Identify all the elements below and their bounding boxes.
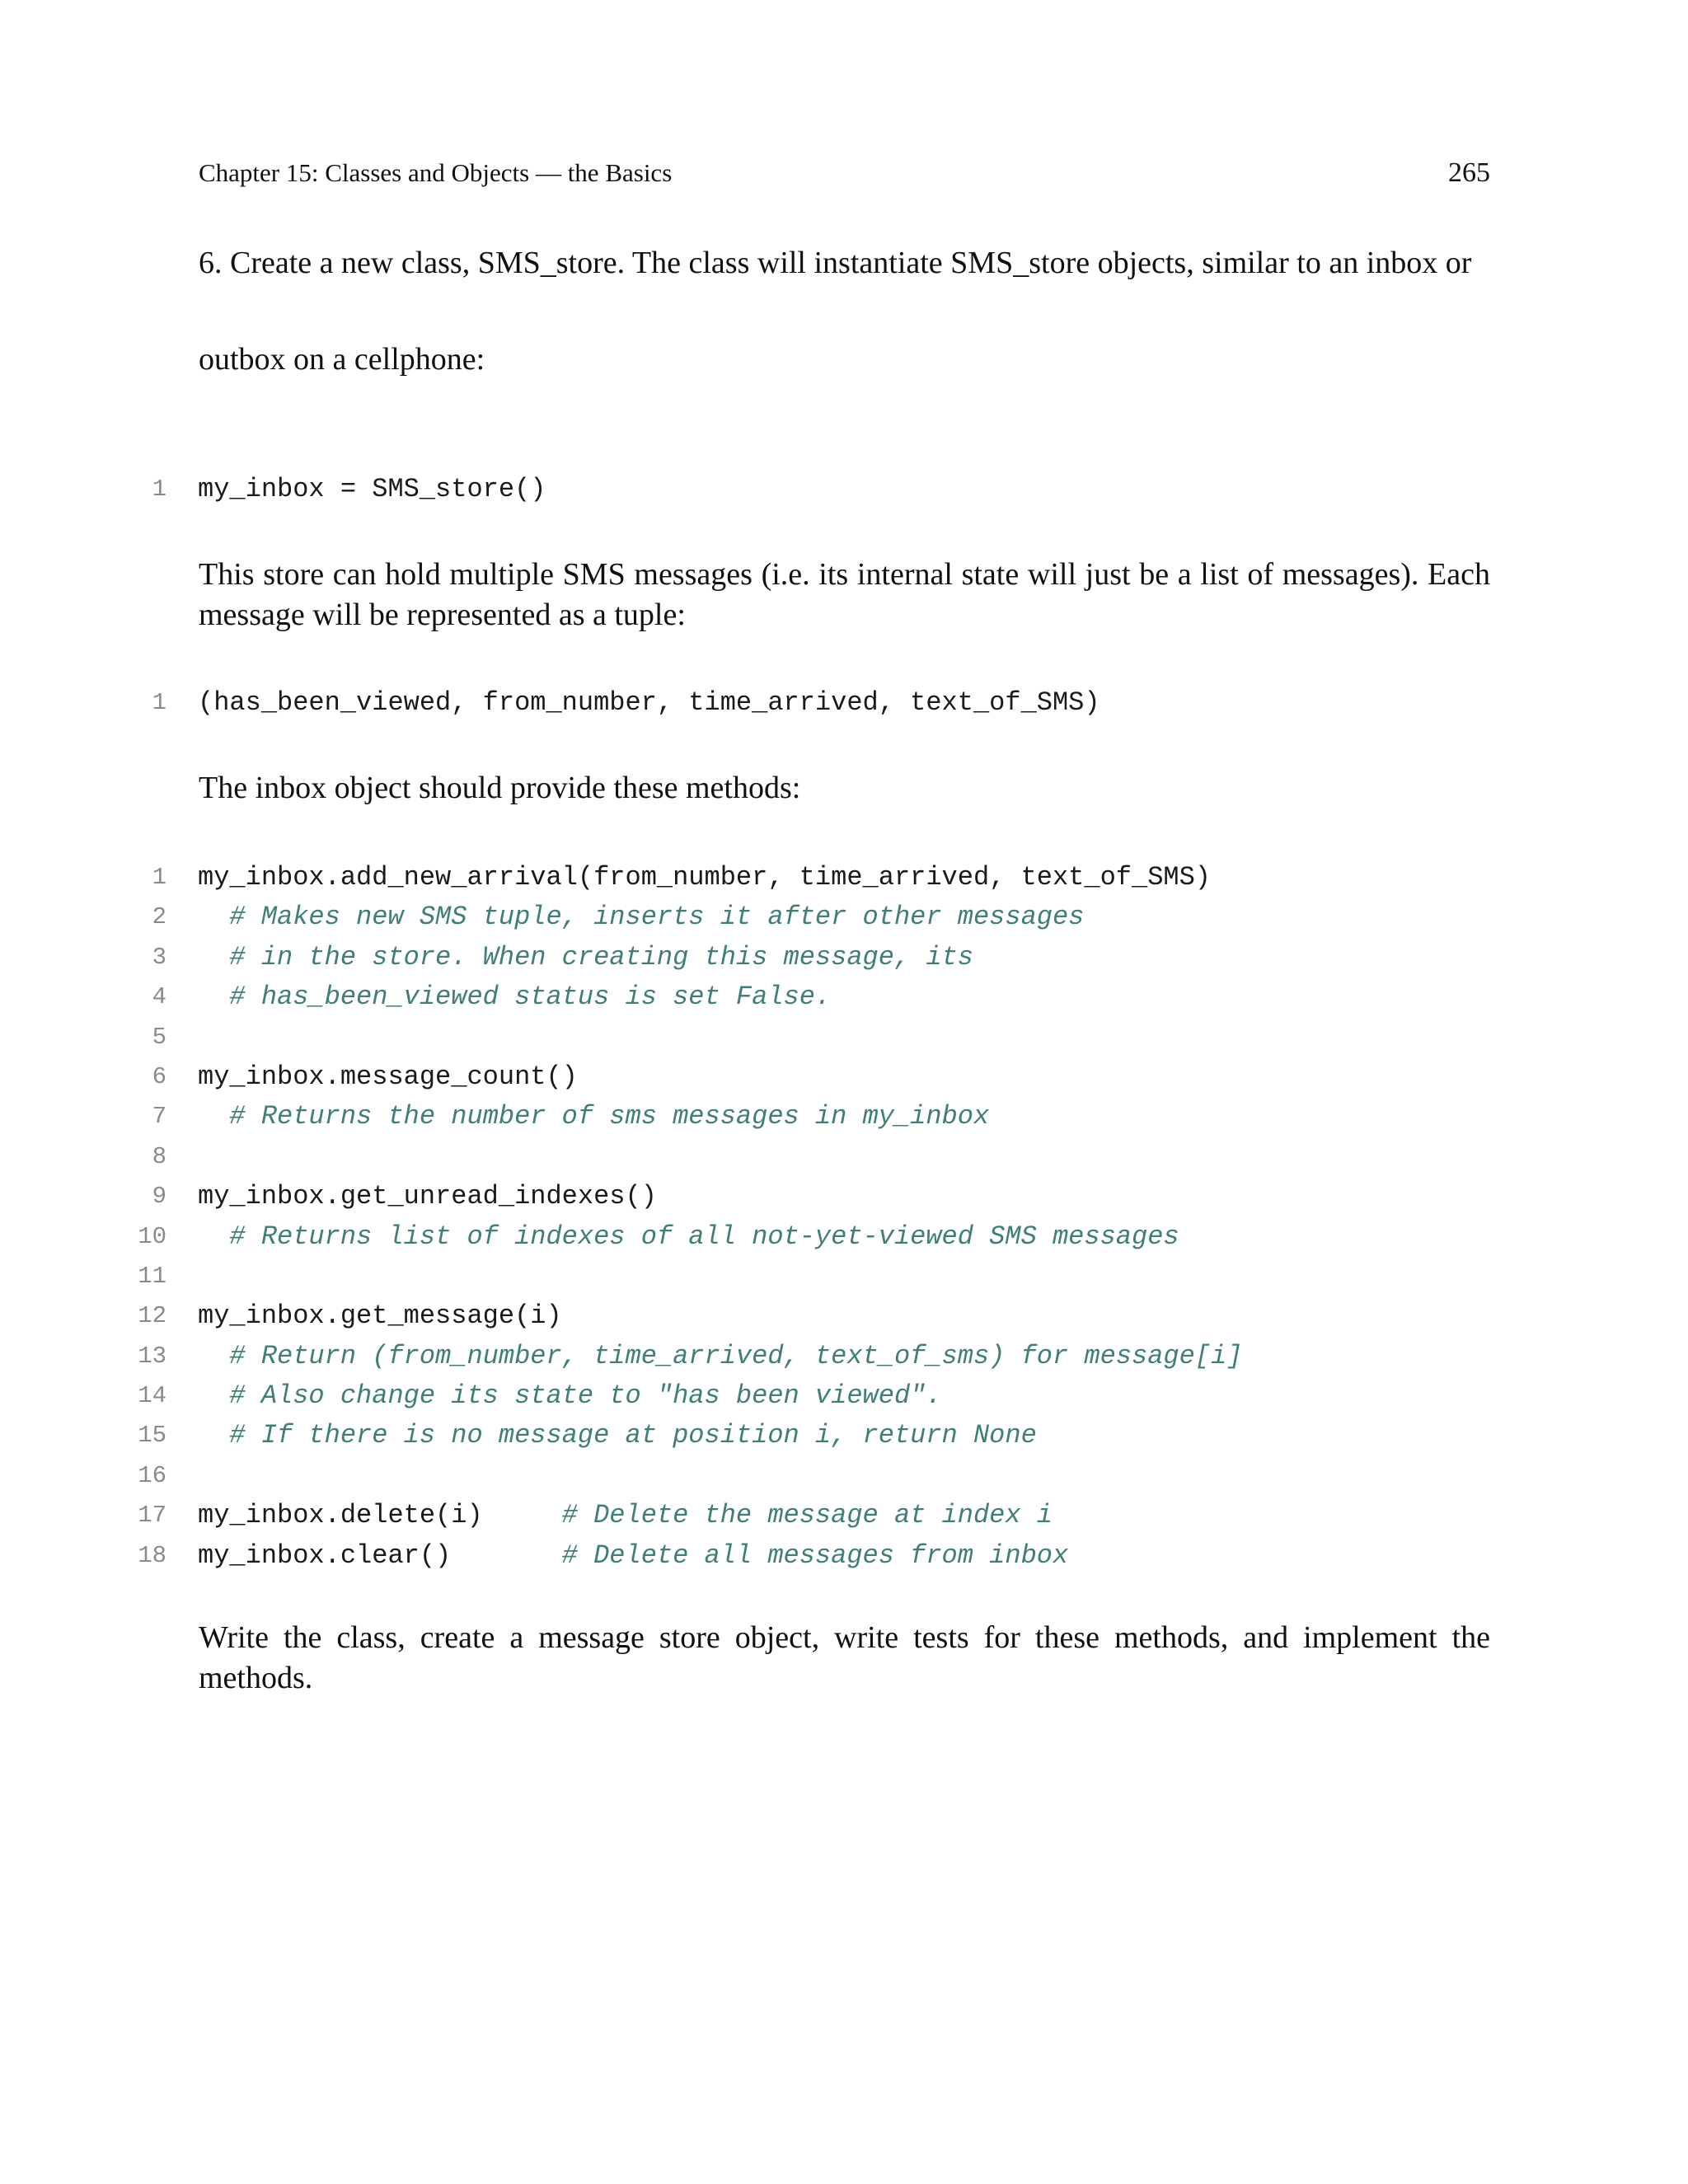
line-number: 1 bbox=[152, 864, 166, 891]
code-text bbox=[198, 1296, 562, 1336]
code-statement bbox=[198, 1380, 229, 1411]
code-line bbox=[0, 1376, 1688, 1416]
line-number: 1 bbox=[152, 476, 166, 503]
page-number: 265 bbox=[1448, 157, 1490, 188]
code-statement: my_inbox.clear() bbox=[198, 1540, 562, 1571]
code-statement: my_inbox.delete(i) bbox=[198, 1500, 562, 1531]
code-line bbox=[0, 1296, 1688, 1336]
code-line bbox=[0, 1097, 1688, 1137]
line-number: 9 bbox=[152, 1183, 166, 1211]
code-line bbox=[0, 1337, 1688, 1376]
code-line bbox=[0, 858, 1688, 898]
code-text bbox=[198, 1337, 1242, 1376]
code-statement bbox=[198, 902, 229, 932]
code-text bbox=[198, 898, 1084, 937]
line-number: 4 bbox=[152, 983, 166, 1011]
line-number: 1 bbox=[152, 689, 166, 716]
code-text bbox=[198, 1416, 1037, 1455]
line-number: 3 bbox=[152, 943, 166, 971]
code-comment: # in the store. When creating this message, its bbox=[229, 941, 973, 972]
code-statement: my_inbox.get_unread_indexes() bbox=[198, 1181, 657, 1212]
line-number: 5 bbox=[152, 1023, 166, 1051]
code-text bbox=[198, 1097, 989, 1137]
code-text bbox=[198, 1496, 1053, 1535]
code-line bbox=[0, 1536, 1688, 1576]
code-line bbox=[0, 977, 1688, 1017]
code-statement bbox=[198, 942, 229, 972]
code-comment: # Delete all messages from inbox bbox=[561, 1540, 1069, 1571]
line-number: 13 bbox=[138, 1342, 166, 1370]
code-statement bbox=[198, 1341, 229, 1371]
code-comment: # Also change its state to "has been viewed". bbox=[229, 1380, 942, 1412]
code-statement: my_inbox.get_message(i) bbox=[198, 1301, 562, 1332]
code-line bbox=[0, 1257, 1688, 1296]
code-comment: # Return (from_number, time_arrived, text_of_sms) for message[i] bbox=[229, 1340, 1243, 1371]
code-line bbox=[0, 1137, 1688, 1177]
code-text bbox=[198, 1376, 942, 1416]
code-comment: # has_been_viewed status is set False. bbox=[229, 982, 832, 1013]
line-number: 7 bbox=[152, 1103, 166, 1131]
code-line bbox=[0, 898, 1688, 937]
intro-paragraph-line2: outbox on a cellphone: bbox=[199, 342, 485, 377]
code-statement bbox=[198, 1221, 229, 1252]
code-statement bbox=[198, 1101, 229, 1132]
code-statement: my_inbox.add_new_arrival(from_number, time_arrived, text_of_SMS) bbox=[198, 862, 1211, 893]
line-number: 16 bbox=[138, 1461, 166, 1489]
code-line bbox=[0, 938, 1688, 977]
code-statement bbox=[198, 982, 229, 1012]
code-text bbox=[198, 1177, 657, 1216]
line-number: 12 bbox=[138, 1302, 166, 1330]
closing-paragraph: Write the class, create a message store object, write tests for these methods, and implement the methods. bbox=[199, 1620, 1490, 1695]
line-number: 6 bbox=[152, 1062, 166, 1090]
code-text bbox=[198, 1536, 1068, 1576]
code-statement: (has_been_viewed, from_number, time_arrived, text_of_SMS) bbox=[198, 687, 1100, 718]
code-text bbox=[198, 1217, 1179, 1257]
code-line bbox=[0, 1217, 1688, 1257]
code-line bbox=[0, 1018, 1688, 1057]
code-comment: # If there is no message at position i, return None bbox=[229, 1420, 1037, 1451]
line-number: 14 bbox=[138, 1382, 166, 1410]
code-text bbox=[198, 1057, 578, 1097]
code-text bbox=[198, 683, 1100, 723]
code-text bbox=[198, 977, 831, 1017]
code-block-2 bbox=[0, 683, 1688, 723]
line-number: 2 bbox=[152, 903, 166, 931]
code-comment: # Returns the number of sms messages in my_inbox bbox=[229, 1101, 990, 1132]
code-line bbox=[0, 1416, 1688, 1455]
line-number: 17 bbox=[138, 1502, 166, 1530]
code-line bbox=[0, 1456, 1688, 1496]
intro-paragraph-line1: 6. Create a new class, SMS_store. The class will instantiate SMS_store objects, similar to an inbox or bbox=[199, 246, 1472, 280]
code-line bbox=[0, 470, 1688, 509]
code-statement: my_inbox = SMS_store() bbox=[198, 474, 546, 504]
code-text bbox=[198, 938, 973, 977]
code-statement: my_inbox.message_count() bbox=[198, 1061, 578, 1092]
code-block-1 bbox=[0, 470, 1688, 509]
store-description-paragraph: This store can hold multiple SMS messages (i.e. its internal state will just be a list of messages). Each message will be represented as a tuple: bbox=[199, 557, 1490, 632]
running-head bbox=[199, 157, 1490, 190]
code-comment: # Makes new SMS tuple, inserts it after other messages bbox=[229, 902, 1085, 933]
code-line bbox=[0, 1496, 1688, 1535]
code-line bbox=[0, 1057, 1688, 1097]
code-line bbox=[0, 683, 1688, 723]
running-title: Chapter 15: Classes and Objects — the Basics bbox=[199, 158, 673, 187]
code-line bbox=[0, 1177, 1688, 1216]
code-text bbox=[198, 858, 1211, 898]
line-number: 10 bbox=[138, 1222, 166, 1250]
line-number: 18 bbox=[138, 1541, 166, 1569]
line-number: 11 bbox=[138, 1262, 166, 1290]
line-number: 8 bbox=[152, 1142, 166, 1170]
code-text bbox=[198, 470, 546, 509]
line-number: 15 bbox=[138, 1422, 166, 1450]
code-comment: # Returns list of indexes of all not-yet-viewed SMS messages bbox=[229, 1221, 1179, 1252]
methods-intro-paragraph: The inbox object should provide these methods: bbox=[199, 771, 801, 805]
code-statement bbox=[198, 1420, 229, 1451]
code-block-3 bbox=[0, 858, 1688, 1576]
code-comment: # Delete the message at index i bbox=[561, 1500, 1053, 1531]
